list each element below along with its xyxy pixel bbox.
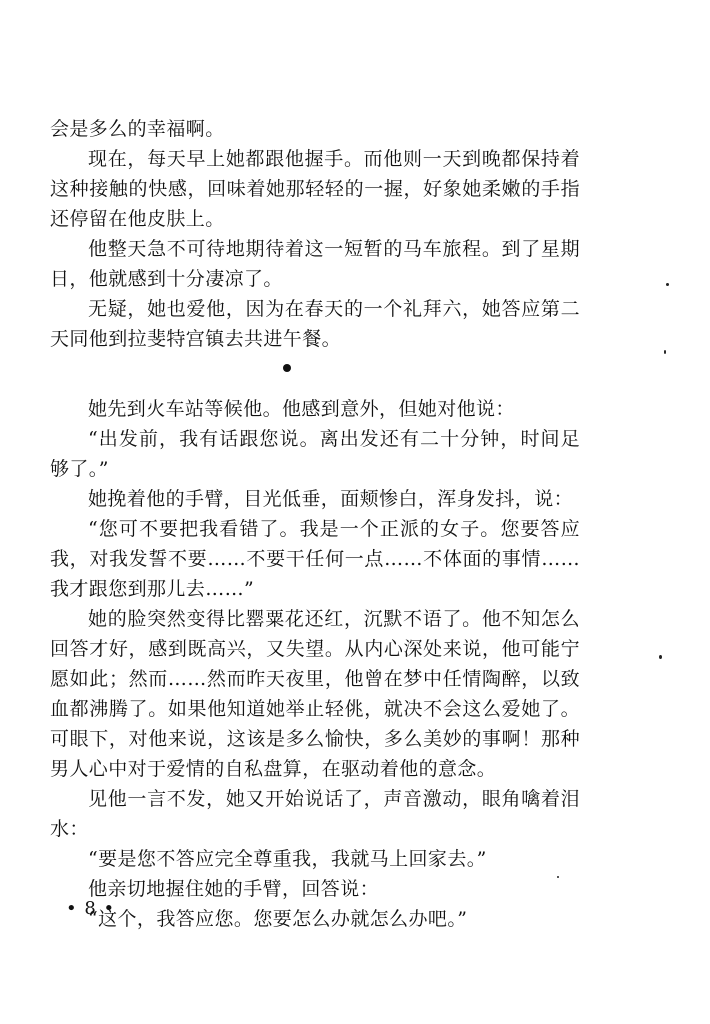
paragraph-dialogue-departure: “出发前，我有话跟您说。离出发还有二十分钟，时间足够了。”: [50, 428, 580, 480]
paragraph-continuation: 会是多么的幸福啊。: [50, 118, 225, 140]
paragraph-she-speaks-again: 见他一言不发，她又开始说话了，声音激动，眼角噙着泪水：: [50, 788, 580, 840]
paragraph-blushing: 她的脸突然变得比罂粟花还红，沉默不语了。他不知怎么回答才好，感到既高兴，又失望。从内心深处来说，他可能宁愿如此；然而……然而昨天夜里，他曾在梦中任情陶醉，以致血都沸腾了。如果他知道她举止轻佻，就决不会这么爱她了。可眼下，对他来说，这该是多么愉快，多么美妙的事啊！那种男人心中对于爱情的自私盘算，在驱动着他的意念。: [50, 608, 580, 780]
scan-speck: [659, 655, 662, 659]
paragraph-lunch-invitation: 无疑，她也爱他，因为在春天的一个礼拜六，她答应第二天同他到拉斐特宫镇去共进午餐。: [50, 298, 580, 350]
scan-speck: [666, 283, 669, 286]
paragraph-he-holds-arm: 他亲切地握住她的手臂，回答说：: [88, 878, 380, 900]
page-number: • 8 •: [66, 898, 116, 919]
paragraph-dialogue-promise: “您可不要把我看错了。我是一个正派的女子。您要答应我，对我发誓不要……不要干任何一点……不体面的事情……我才跟您到那儿去……”: [50, 518, 580, 600]
scan-speck: [664, 350, 666, 354]
paragraph-her-arm: 她挽着他的手臂，目光低垂，面颊惨白，浑身发抖，说：: [88, 488, 574, 510]
text-block-bottom: [50, 394, 580, 934]
paragraph-handshake: 现在，每天早上她都跟他握手。而他则一天到晚都保持着这种接触的快感，回味着她那轻轻的一握，好象她柔嫩的手指还停留在他皮肤上。: [50, 148, 580, 230]
section-break-dot: [283, 364, 291, 372]
text-block-top: [50, 114, 580, 354]
paragraph-dialogue-agree: “这个，我答应您。您要怎么办就怎么办吧。”: [88, 908, 468, 930]
scan-speck: [557, 876, 559, 878]
paragraph-carriage-journey: 他整天急不可待地期待着这一短暂的马车旅程。到了星期日，他就感到十分凄凉了。: [50, 238, 580, 290]
paragraph-dialogue-respect: “要是您不答应完全尊重我，我就马上回家去。”: [88, 848, 487, 870]
paragraph-train-station: 她先到火车站等候他。他感到意外，但她对他说：: [88, 398, 515, 420]
